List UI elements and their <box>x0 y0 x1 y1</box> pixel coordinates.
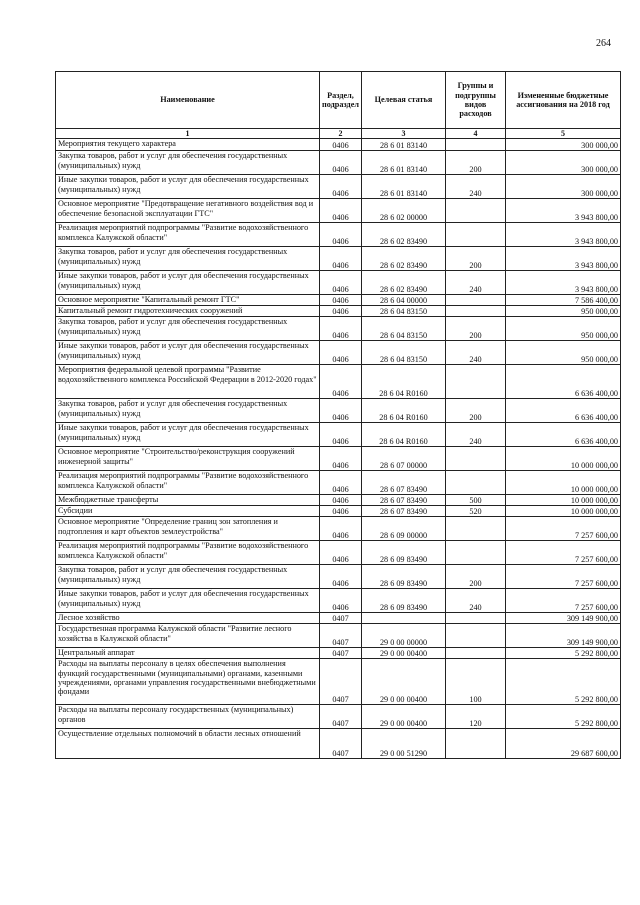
table-row <box>56 506 621 517</box>
row-group: 100 <box>446 659 506 705</box>
row-name: Иные закупки товаров, работ и услуг для обеспечения государственных (муниципальных) нужд <box>56 175 320 199</box>
row-group <box>446 648 506 659</box>
row-section: 0406 <box>320 341 362 365</box>
row-target: 28 6 01 83140 <box>362 139 446 151</box>
row-name: Закупка товаров, работ и услуг для обеспечения государственных (муниципальных) нужд <box>56 399 320 423</box>
row-section: 0406 <box>320 365 362 399</box>
column-header-group: Группы и подгруппы видов расходов <box>446 72 506 129</box>
table-row <box>56 423 621 447</box>
row-amount: 7 257 600,00 <box>506 589 621 613</box>
row-amount: 7 257 600,00 <box>506 541 621 565</box>
table-row <box>56 341 621 365</box>
table-row <box>56 271 621 295</box>
row-target: 28 6 04 83150 <box>362 317 446 341</box>
row-section: 0407 <box>320 613 362 624</box>
row-amount: 5 292 800,00 <box>506 659 621 705</box>
row-name: Закупка товаров, работ и услуг для обеспечения государственных (муниципальных) нужд <box>56 565 320 589</box>
column-number: 2 <box>320 129 362 139</box>
row-group <box>446 471 506 495</box>
row-section: 0406 <box>320 565 362 589</box>
row-name: Капитальный ремонт гидротехнических сооружений <box>56 306 320 317</box>
row-target: 28 6 09 83490 <box>362 589 446 613</box>
table-row <box>56 295 621 306</box>
row-group: 240 <box>446 175 506 199</box>
column-number: 1 <box>56 129 320 139</box>
row-name: Лесное хозяйство <box>56 613 320 624</box>
row-amount: 300 000,00 <box>506 175 621 199</box>
row-target: 28 6 07 00000 <box>362 447 446 471</box>
table-row <box>56 247 621 271</box>
row-amount: 7 257 600,00 <box>506 565 621 589</box>
row-amount: 10 000 000,00 <box>506 495 621 506</box>
row-target: 28 6 09 00000 <box>362 517 446 541</box>
row-name: Иные закупки товаров, работ и услуг для обеспечения государственных (муниципальных) нужд <box>56 423 320 447</box>
row-target: 28 6 04 83150 <box>362 341 446 365</box>
row-amount: 950 000,00 <box>506 341 621 365</box>
table-row <box>56 589 621 613</box>
table-body <box>56 139 621 759</box>
row-section: 0406 <box>320 506 362 517</box>
row-section: 0406 <box>320 295 362 306</box>
table-row <box>56 306 621 317</box>
row-section: 0407 <box>320 624 362 648</box>
row-amount: 309 149 900,00 <box>506 613 621 624</box>
row-amount: 10 000 000,00 <box>506 471 621 495</box>
row-name: Основное мероприятие "Капитальный ремонт ГТС" <box>56 295 320 306</box>
row-section: 0406 <box>320 247 362 271</box>
row-section: 0406 <box>320 447 362 471</box>
column-number: 4 <box>446 129 506 139</box>
table-row <box>56 365 621 399</box>
table-row <box>56 447 621 471</box>
column-number-row <box>56 129 621 139</box>
row-section: 0406 <box>320 541 362 565</box>
page-number: 264 <box>596 38 611 49</box>
row-name: Основное мероприятие "Определение границ зон затопления и подтопления и карт объектов землеустройства" <box>56 517 320 541</box>
row-amount: 10 000 000,00 <box>506 447 621 471</box>
row-name: Иные закупки товаров, работ и услуг для обеспечения государственных (муниципальных) нужд <box>56 589 320 613</box>
table-header-row <box>56 72 621 129</box>
row-name: Реализация мероприятий подпрограммы "Развитие водохозяйственного комплекса Калужской области" <box>56 223 320 247</box>
column-number: 5 <box>506 129 621 139</box>
row-target: 29 0 00 00400 <box>362 648 446 659</box>
row-name: Иные закупки товаров, работ и услуг для обеспечения государственных (муниципальных) нужд <box>56 271 320 295</box>
table-row <box>56 199 621 223</box>
row-amount: 29 687 600,00 <box>506 729 621 759</box>
row-section: 0406 <box>320 471 362 495</box>
row-name: Основное мероприятие "Строительство/реконструкция сооружений инженерной защиты" <box>56 447 320 471</box>
row-target: 29 0 00 51290 <box>362 729 446 759</box>
table-row <box>56 659 621 705</box>
row-target: 28 6 04 R0160 <box>362 423 446 447</box>
row-amount: 950 000,00 <box>506 306 621 317</box>
row-target: 28 6 04 R0160 <box>362 399 446 423</box>
row-name: Мероприятия текущего характера <box>56 139 320 151</box>
row-target: 28 6 04 83150 <box>362 306 446 317</box>
table-row <box>56 139 621 151</box>
budget-table <box>55 71 621 759</box>
row-name: Расходы на выплаты персоналу в целях обеспечения выполнения функций государственными (муниципальными) органами, казенными учреждениями, органами управления государственными внебюджетными фондами <box>56 659 320 705</box>
row-group: 240 <box>446 589 506 613</box>
row-amount: 7 257 600,00 <box>506 517 621 541</box>
row-name: Государственная программа Калужской области "Развитие лесного хозяйства в Калужской области" <box>56 624 320 648</box>
row-name: Субсидии <box>56 506 320 517</box>
row-target: 28 6 07 83490 <box>362 495 446 506</box>
column-header-section: Раздел, подраздел <box>320 72 362 129</box>
table-row <box>56 223 621 247</box>
table-row <box>56 317 621 341</box>
row-group <box>446 613 506 624</box>
row-amount: 5 292 800,00 <box>506 648 621 659</box>
row-target: 28 6 09 83490 <box>362 565 446 589</box>
row-name: Закупка товаров, работ и услуг для обеспечения государственных (муниципальных) нужд <box>56 247 320 271</box>
table-row <box>56 175 621 199</box>
table-row <box>56 471 621 495</box>
row-group: 120 <box>446 705 506 729</box>
row-section: 0407 <box>320 705 362 729</box>
row-target: 29 0 00 00000 <box>362 624 446 648</box>
row-target <box>362 613 446 624</box>
row-amount: 6 636 400,00 <box>506 365 621 399</box>
row-group: 240 <box>446 341 506 365</box>
table-row <box>56 399 621 423</box>
row-amount: 3 943 800,00 <box>506 223 621 247</box>
row-group <box>446 624 506 648</box>
table-row <box>56 151 621 175</box>
row-name: Мероприятия федеральной целевой программы "Развитие водохозяйственного комплекса Российской Федерации в 2012-2020 годах" <box>56 365 320 399</box>
row-amount: 950 000,00 <box>506 317 621 341</box>
row-group <box>446 365 506 399</box>
row-section: 0406 <box>320 589 362 613</box>
table-row <box>56 613 621 624</box>
row-group: 500 <box>446 495 506 506</box>
row-group: 200 <box>446 317 506 341</box>
row-section: 0407 <box>320 659 362 705</box>
row-name: Закупка товаров, работ и услуг для обеспечения государственных (муниципальных) нужд <box>56 317 320 341</box>
row-target: 29 0 00 00400 <box>362 659 446 705</box>
row-group: 240 <box>446 271 506 295</box>
row-target: 28 6 02 83490 <box>362 247 446 271</box>
row-name: Закупка товаров, работ и услуг для обеспечения государственных (муниципальных) нужд <box>56 151 320 175</box>
row-target: 28 6 02 83490 <box>362 271 446 295</box>
row-group <box>446 517 506 541</box>
row-target: 28 6 04 00000 <box>362 295 446 306</box>
row-group: 200 <box>446 565 506 589</box>
row-amount: 6 636 400,00 <box>506 423 621 447</box>
row-name: Осуществление отдельных полномочий в области лесных отношений <box>56 729 320 759</box>
row-group: 200 <box>446 399 506 423</box>
row-group <box>446 223 506 247</box>
row-name: Иные закупки товаров, работ и услуг для обеспечения государственных (муниципальных) нужд <box>56 341 320 365</box>
row-group <box>446 729 506 759</box>
row-target: 28 6 09 83490 <box>362 541 446 565</box>
row-name: Расходы на выплаты персоналу государственных (муниципальных) органов <box>56 705 320 729</box>
table-row <box>56 541 621 565</box>
table-row <box>56 729 621 759</box>
row-name: Основное мероприятие "Предотвращение негативного воздействия вод и обеспечение безопасной эксплуатации ГТС" <box>56 199 320 223</box>
row-amount: 3 943 800,00 <box>506 247 621 271</box>
row-section: 0407 <box>320 648 362 659</box>
row-group <box>446 295 506 306</box>
row-section: 0406 <box>320 139 362 151</box>
row-target: 28 6 04 R0160 <box>362 365 446 399</box>
row-section: 0406 <box>320 151 362 175</box>
table-row <box>56 705 621 729</box>
row-section: 0406 <box>320 517 362 541</box>
row-target: 28 6 02 83490 <box>362 223 446 247</box>
row-section: 0406 <box>320 423 362 447</box>
table-row <box>56 648 621 659</box>
row-section: 0406 <box>320 175 362 199</box>
row-group: 520 <box>446 506 506 517</box>
row-target: 28 6 07 83490 <box>362 506 446 517</box>
column-number: 3 <box>362 129 446 139</box>
row-group: 240 <box>446 423 506 447</box>
row-amount: 300 000,00 <box>506 139 621 151</box>
row-target: 28 6 01 83140 <box>362 175 446 199</box>
row-amount: 10 000 000,00 <box>506 506 621 517</box>
row-name: Реализация мероприятий подпрограммы "Развитие водохозяйственного комплекса Калужской области" <box>56 471 320 495</box>
row-group: 200 <box>446 247 506 271</box>
row-amount: 309 149 900,00 <box>506 624 621 648</box>
row-name: Межбюджетные трансферты <box>56 495 320 506</box>
row-amount: 5 292 800,00 <box>506 705 621 729</box>
row-section: 0406 <box>320 317 362 341</box>
table-row <box>56 624 621 648</box>
row-section: 0406 <box>320 223 362 247</box>
table-row <box>56 517 621 541</box>
table-row <box>56 495 621 506</box>
row-name: Центральный аппарат <box>56 648 320 659</box>
row-target: 29 0 00 00400 <box>362 705 446 729</box>
row-group <box>446 199 506 223</box>
row-section: 0406 <box>320 306 362 317</box>
column-header-target: Целевая статья <box>362 72 446 129</box>
row-target: 28 6 07 83490 <box>362 471 446 495</box>
column-header-amount: Измененные бюджетные ассигнования на 2018 год <box>506 72 621 129</box>
column-header-name: Наименование <box>56 72 320 129</box>
row-section: 0406 <box>320 199 362 223</box>
row-group <box>446 541 506 565</box>
row-section: 0406 <box>320 495 362 506</box>
row-amount: 300 000,00 <box>506 151 621 175</box>
row-section: 0406 <box>320 399 362 423</box>
row-name: Реализация мероприятий подпрограммы "Развитие водохозяйственного комплекса Калужской области" <box>56 541 320 565</box>
row-group <box>446 306 506 317</box>
row-amount: 7 586 400,00 <box>506 295 621 306</box>
row-amount: 6 636 400,00 <box>506 399 621 423</box>
row-amount: 3 943 800,00 <box>506 199 621 223</box>
row-target: 28 6 02 00000 <box>362 199 446 223</box>
row-section: 0407 <box>320 729 362 759</box>
row-amount: 3 943 800,00 <box>506 271 621 295</box>
row-group <box>446 447 506 471</box>
row-group: 200 <box>446 151 506 175</box>
row-target: 28 6 01 83140 <box>362 151 446 175</box>
row-group <box>446 139 506 151</box>
row-section: 0406 <box>320 271 362 295</box>
table-row <box>56 565 621 589</box>
